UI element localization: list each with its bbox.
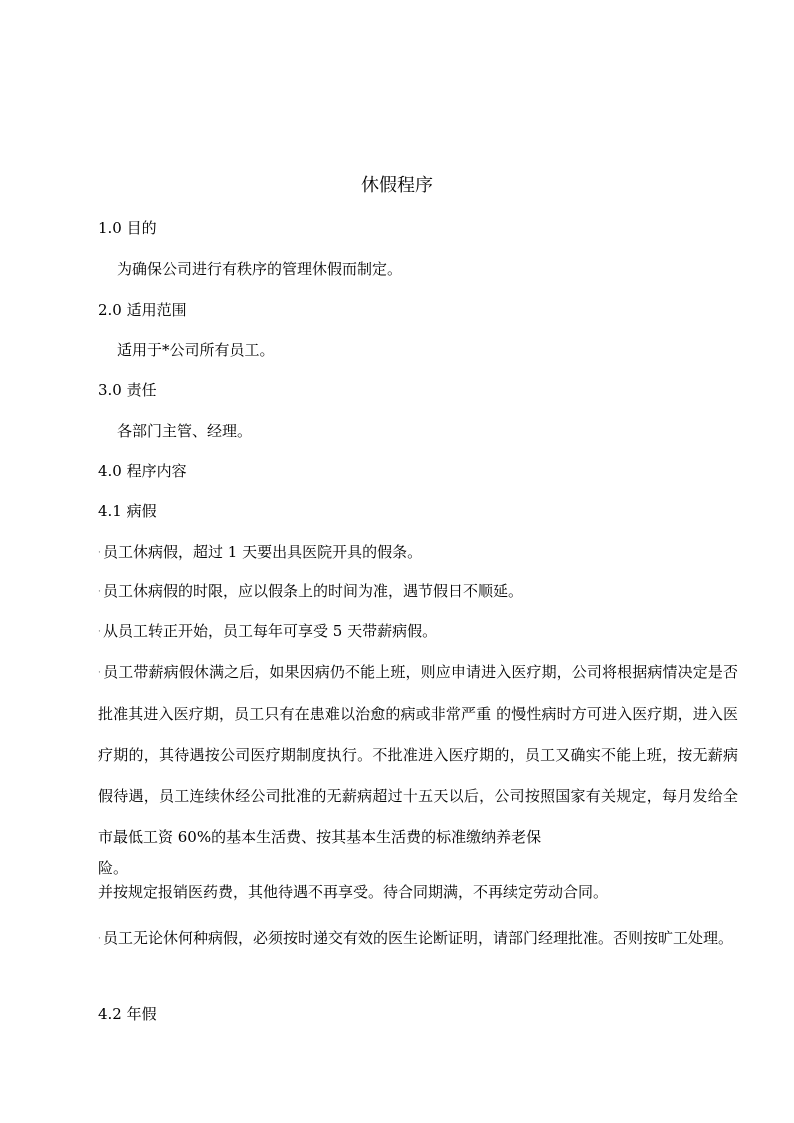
section-1-heading: 1.0 目的	[98, 219, 157, 237]
document-title: 休假程序	[361, 175, 433, 196]
bullet-icon: ·	[98, 548, 101, 558]
bullet-item-4	[98, 652, 738, 878]
section-4-2-heading: 4.2 年假	[98, 1005, 157, 1023]
bullet-text: 员工休病假，超过 1 天要出具医院开具的假条。	[103, 543, 423, 561]
bullet-text-tail: 险。	[98, 858, 129, 877]
bullet-text: 员工带薪病假休满之后，如果因病仍不能上班，则应申请进入医疗期，公司将根据病情决定是否批准其进入医疗期，员工只有在患难以治愈的病或非常严重 的慢性病时方可进入医疗期，进入医疗期的，其待遇按公司医疗期制度执行。不批准进入医疗期的，员工又确实不能上班，按无薪病假待遇，员工连续休经公司批准的无薪病超过十五天以后，公司按照国家有关规定，每月发给全市最低工资 60%的基本生活费、按其基本生活费的标准缴纳养老保	[98, 663, 738, 846]
section-2-body: 适用于*公司所有员工。	[117, 341, 275, 359]
bullet-item-4-continuation: 并按规定报销医药费，其他待遇不再享受。待合同期满，不再续定劳动合同。	[98, 883, 609, 901]
bullet-item-2	[98, 581, 523, 602]
section-4-1-heading: 4.1 病假	[98, 502, 157, 520]
bullet-icon: ·	[98, 627, 101, 637]
section-3-heading: 3.0 责任	[98, 381, 157, 399]
bullet-icon: ·	[98, 933, 101, 944]
bullet-text: 员工无论休何种病假，必须按时递交有效的医生论断证明，请部门经理批准。否则按旷工处理。	[103, 929, 734, 947]
bullet-text: 员工休病假的时限，应以假条上的时间为准，遇节假日不顺延。	[103, 582, 524, 600]
bullet-icon: ·	[98, 587, 101, 597]
bullet-icon: ·	[98, 667, 101, 678]
bullet-item-1	[98, 542, 422, 563]
section-4-heading: 4.0 程序内容	[98, 462, 187, 480]
bullet-item-5	[98, 918, 738, 960]
section-2-heading: 2.0 适用范围	[98, 301, 187, 319]
section-1-body: 为确保公司进行有秩序的管理休假而制定。	[117, 260, 403, 278]
section-3-body: 各部门主管、经理。	[117, 422, 253, 440]
bullet-text: 从员工转正开始，员工每年可享受 5 天带薪病假。	[103, 622, 438, 640]
bullet-item-3	[98, 621, 437, 642]
